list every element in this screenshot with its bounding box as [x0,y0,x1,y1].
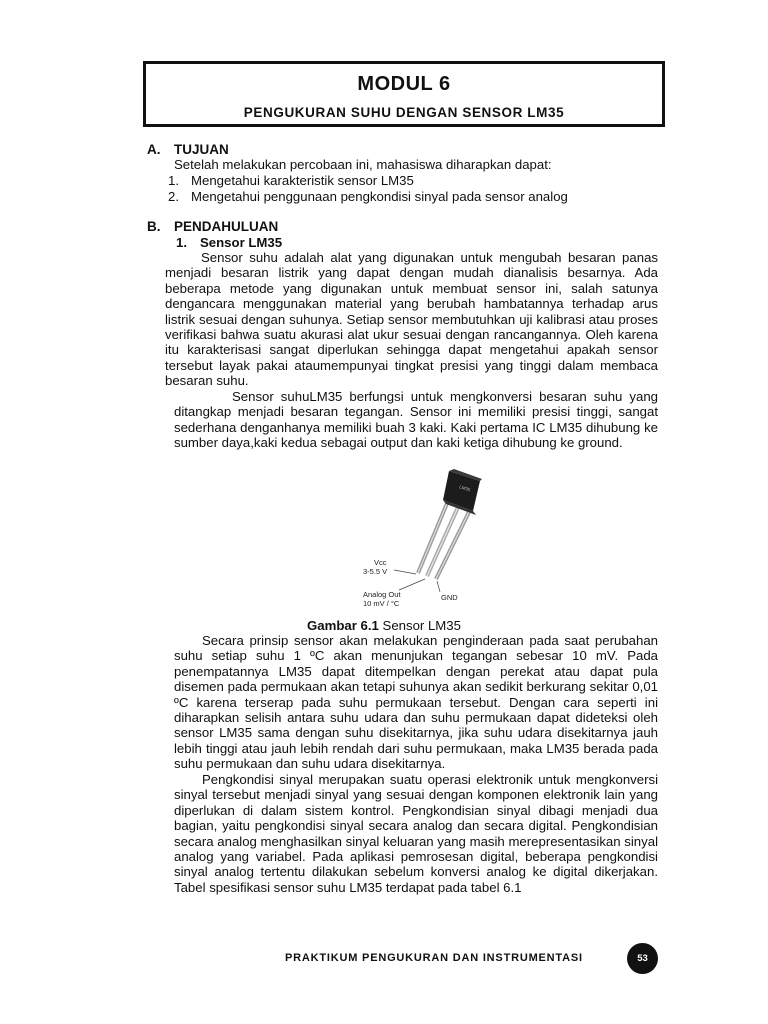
figure-caption-number: Gambar 6.1 [307,618,379,633]
label-analog-out: Analog Out [363,590,401,599]
section-b-title: PENDAHULUAN [174,219,279,234]
label-vcc-range: 3-5.5 V [363,567,388,576]
page-number-badge: 53 [627,943,658,974]
label-output-scale: 10 mV / °C [363,599,400,608]
section-a-title: TUJUAN [174,142,229,157]
section-a-label: A. [147,142,161,157]
section-a-heading [147,142,229,157]
paragraph-4: Pengkondisi sinyal merupakan suatu operasi elektronik untuk mengkonversi sinyal tersebut menjadi sinyal yang sesuai dengan komponen elektronik lain yang diperlukan di dalam sistem kontrol. Pengkondisian sinyal dibagi menjadi dua bagian, yaitu pengkondisi sinyal secara analog dan secara digital. Pengkondisian secara analog menghasilkan sinyal keluaran yang masih merepresentasikan sinyal analog yang variabel. Pada aplikasi pemrosesan digital, beberapa pengkondisi sinyal analog tertentu dilakukan sebelum konversi analog ke digital dikerjakan. Tabel spesifikasi sensor suhu LM35 terdapat pada tabel 6.1 [174,772,658,895]
paragraph-2: Sensor suhuLM35 berfungsi untuk mengkonversi besaran suhu yang ditangkap menjadi besaran tegangan. Sensor ini memiliki presisi tinggi, sangat sederhana denganhanya memiliki buah 3 kaki. Kaki pertama IC LM35 dihubung ke sumber daya,kaki kedua sebagai output dan kaki ketiga dihubung ke ground. [174,389,658,451]
module-title: MODUL 6 [357,73,451,95]
svg-text:LM35: LM35 [458,484,471,493]
figure-caption [0,618,768,633]
section-a-intro: Setelah melakukan percobaan ini, mahasiswa diharapkan dapat: [174,157,552,172]
label-vcc: Vcc [374,558,387,567]
module-title-box [143,61,665,127]
objective-item-1: 1. Mengetahui karakteristik sensor LM35 [168,173,414,188]
section-b-heading [147,219,278,234]
footer-title: PRAKTIKUM PENGUKURAN DAN INSTRUMENTASI [285,952,583,964]
figure-caption-text: Sensor LM35 [378,618,461,633]
label-gnd: GND [441,593,458,602]
lm35-figure [352,463,482,613]
paragraph-1: Sensor suhu adalah alat yang digunakan untuk mengubah besaran panas menjadi besaran listrik yang dapat dengan mudah dianalisis besarnya. Ada beberapa metode yang digunakan untuk membuat sensor ini, salah satunya dengancara menggunakan material yang berubah hambatannya terhadap arus listrik sesuai dengan suhunya. Setiap sensor membutuhkan uji kalibrasi atau proses verifikasi bahwa suatu akurasi alat ukur sesuai dengan rancangannya. Oleh karena itu karakterisasi sangat diperlukan sehingga dapat mengetahui apakah sensor tersebut layak pakai ataumempunyai tingkat presisi yang tinggi dalam membaca besaran suhu. [165,250,658,389]
objective-item-2: 2. Mengetahui penggunaan pengkondisi sinyal pada sensor analog [168,189,568,204]
section-b-label: B. [147,219,161,234]
subsection-heading: 1. Sensor LM35 [176,235,283,250]
module-subtitle: PENGUKURAN SUHU DENGAN SENSOR LM35 [243,105,565,120]
paragraph-3: Secara prinsip sensor akan melakukan penginderaan pada saat perubahan suhu setiap suhu 1 ºC akan menunjukan tegangan sebesar 10 mV. Pada penempatannya LM35 dapat ditempelkan dengan perekat atau dapat pula disemen pada permukaan akan tetapi suhunya akan sedikit berkurang sekitar 0,01 ºC karena terserap pada suhu permukaan tersebut. Dengan cara seperti ini diharapkan selisih antara suhu udara dan suhu permukaan dapat dideteksi oleh sensor LM35 sama dengan suhu disekitarnya, jika suhu udara disekitarnya jauh lebih tinggi atau jauh lebih rendah dari suhu permukaan, maka LM35 berada pada suhu permukaan dan suhu udara disekitarnya. [174,633,658,772]
